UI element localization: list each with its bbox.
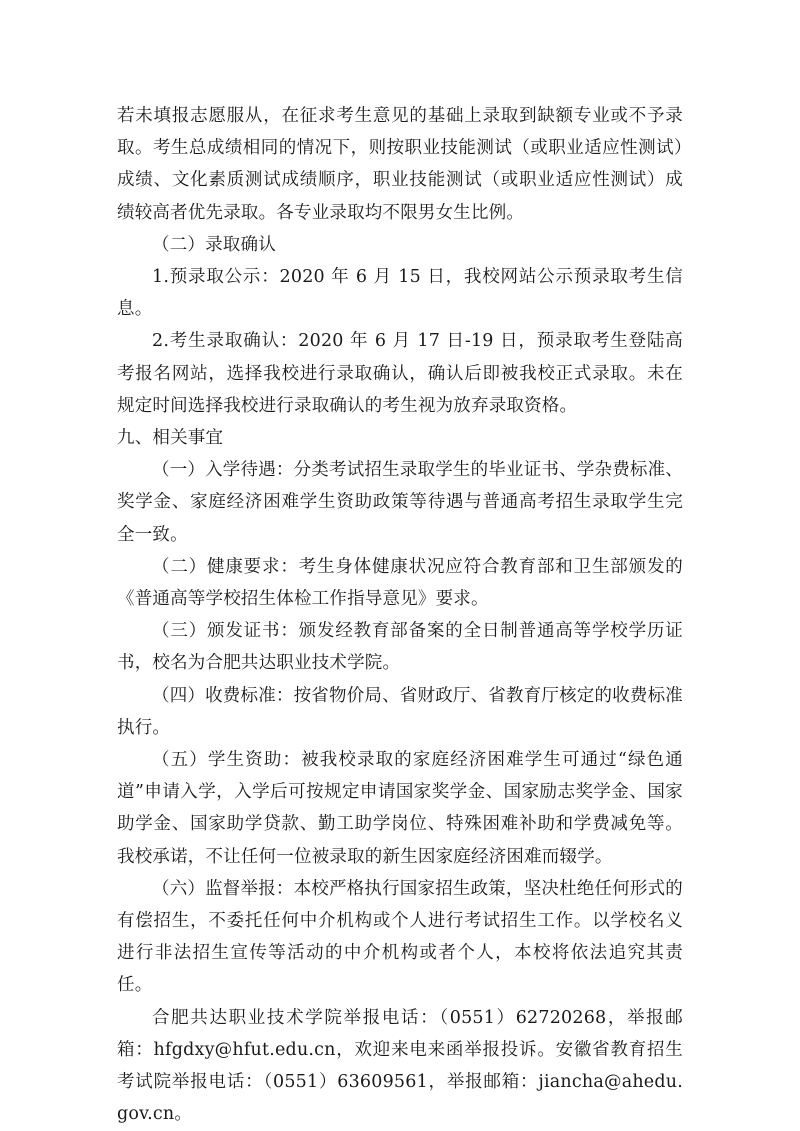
document-body	[117, 100, 683, 1131]
health-requirement-paragraph: （二）健康要求：考生身体健康状况应符合教育部和卫生部颁发的《普通高等学校招生体检工作指导意见》要求。	[117, 556, 683, 610]
fee-standard-paragraph: （四）收费标准：按省物价局、省财政厅、省教育厅核定的收费标准执行。	[117, 685, 683, 738]
certificate-paragraph: （三）颁发证书：颁发经教育部备案的全日制普通高等学校学历证书，校名为合肥共达职业技术学院。	[117, 621, 683, 674]
subheading-admission-confirmation: （二）录取确认	[152, 234, 276, 255]
supervision-report-paragraph: （六）监督举报：本校严格执行国家招生政策，坚决杜绝任何形式的有偿招生，不委托任何中介机构或个人进行考试招生工作。以学校名义进行非法招生宣传等活动的中介机构或者个人，本校将依法追究其责任。	[117, 878, 683, 996]
report-contact-paragraph: 合肥共达职业技术学院举报电话：（0551）62720268，举报邮箱：hfgdxy@hfut.edu.cn，欢迎来电来函举报投诉。安徽省教育招生考试院举报电话：（0551）63609561，举报邮箱：jiancha@ahedu.gov.cn。	[117, 1007, 683, 1125]
section-heading-related-matters: 九、相关事宜	[117, 428, 224, 449]
admission-confirmation-paragraph: 2.考生录取确认：2020 年 6 月 17 日-19 日，预录取考生登陆高考报名网站，选择我校进行录取确认，确认后即被我校正式录取。未在规定时间选择我校进行录取确认的考生视为放弃录取资格。	[117, 331, 683, 416]
admission-rule-paragraph: 若未填报志愿服从，在征求考生意见的基础上录取到缺额专业或不予录取。考生总成绩相同的情况下，则按职业技能测试（或职业适应性测试）成绩、文化素质测试成绩顺序，职业技能测试（或职业适应性测试）成绩较高者优先录取。各专业录取均不限男女生比例。	[117, 106, 683, 223]
pre-admission-notice-paragraph: 1.预录取公示：2020 年 6 月 15 日，我校网站公示预录取考生信息。	[117, 267, 683, 320]
student-aid-paragraph: （五）学生资助：被我校录取的家庭经济困难学生可通过“绿色通道”申请入学，入学后可按规定申请国家奖学金、国家励志奖学金、国家助学金、国家助学贷款、勤工助学岗位、特殊困难补助和学费减免等。我校承诺，不让任何一位被录取的新生因家庭经济困难而辍学。	[117, 750, 683, 867]
enrollment-treatment-paragraph: （一）入学待遇：分类考试招生录取学生的毕业证书、学杂费标准、奖学金、家庭经济困难学生资助政策等待遇与普通高考招生录取学生完全一致。	[117, 460, 683, 545]
